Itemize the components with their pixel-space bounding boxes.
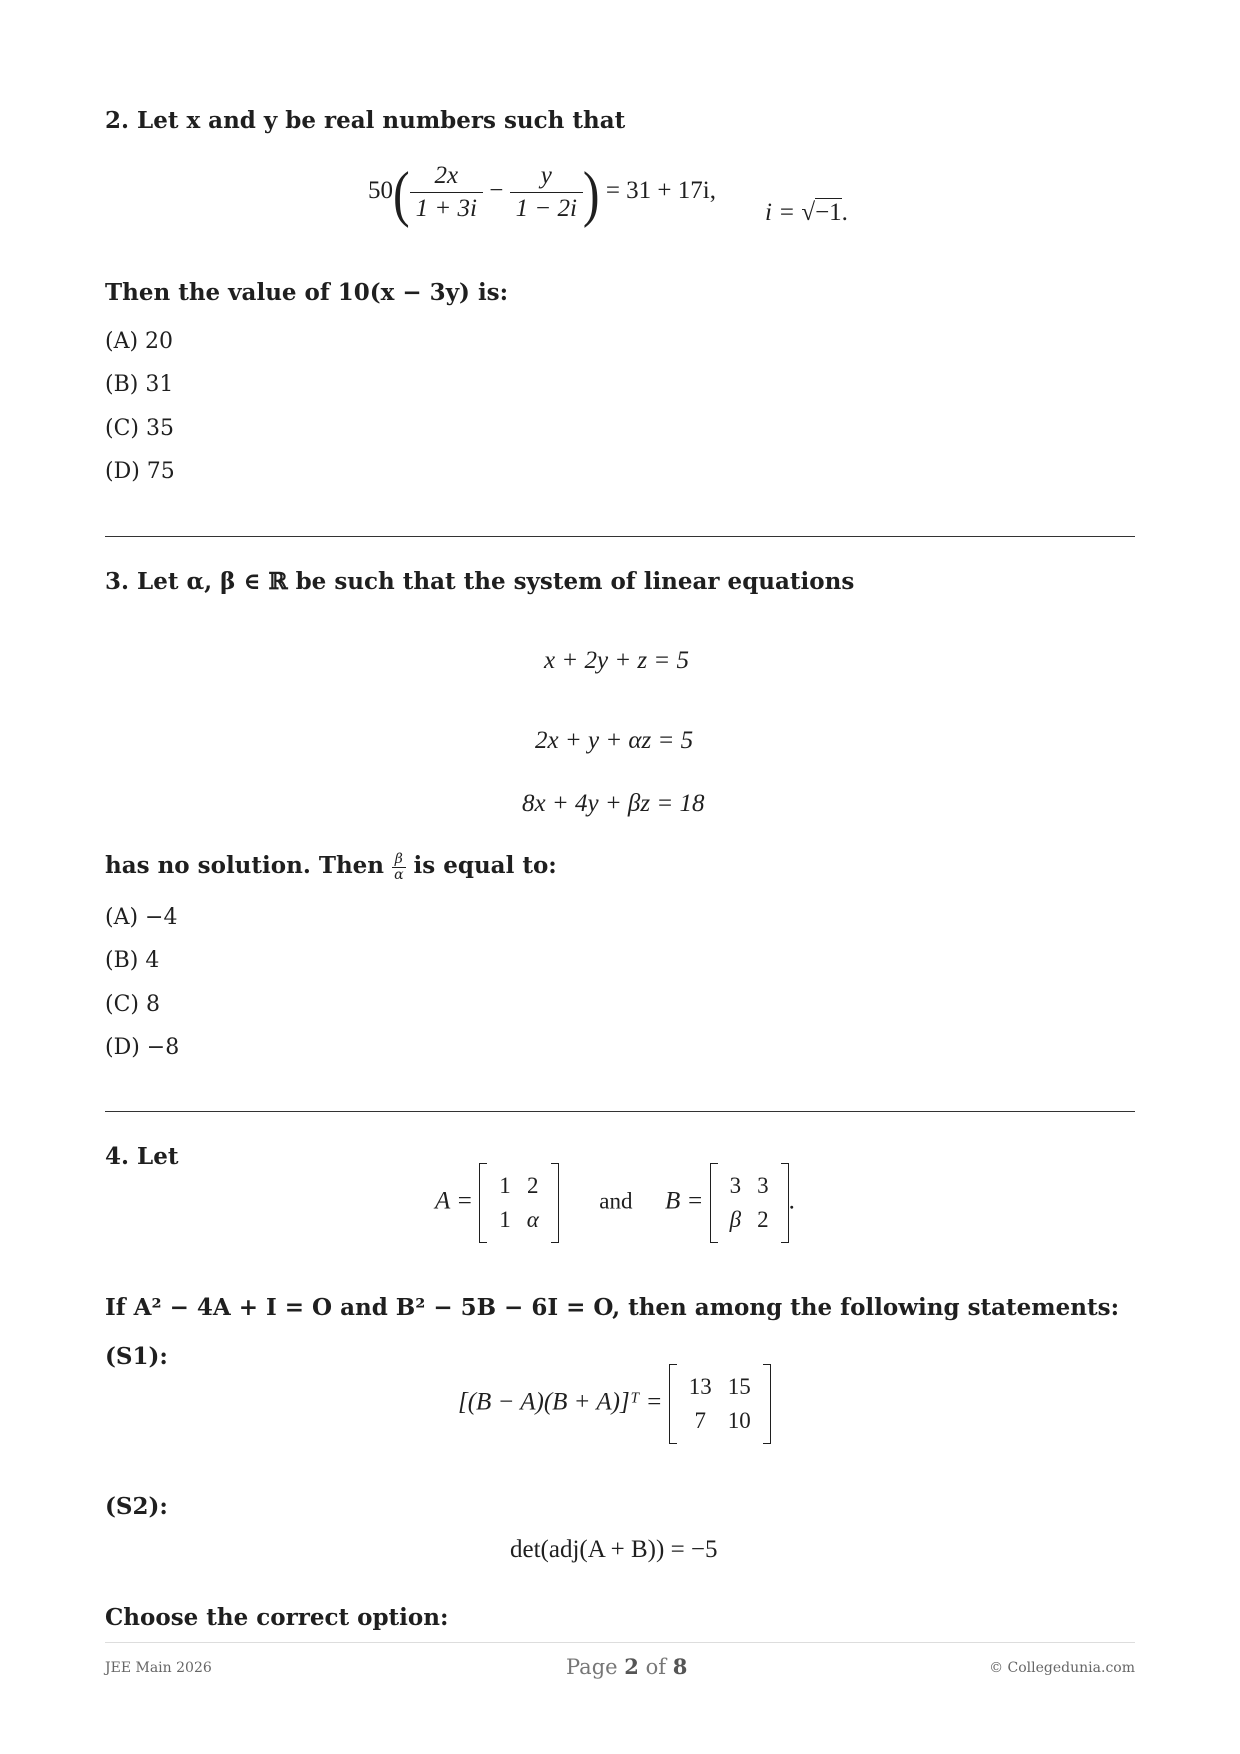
left-paren: ( — [393, 157, 410, 228]
matrix-s1-cell: 15 — [727, 1374, 751, 1399]
q4-matrices — [435, 1163, 795, 1243]
page-current: 2 — [624, 1654, 639, 1679]
sqrt-icon: √ — [801, 199, 816, 226]
q2-option-b[interactable]: (B) 31 — [105, 372, 174, 397]
q4-s1-equation — [458, 1364, 771, 1444]
matrix-s1 — [669, 1364, 771, 1444]
q4-choose: Choose the correct option: — [105, 1604, 449, 1631]
page-total: 8 — [672, 1654, 688, 1679]
matrix-a-cell: 2 — [526, 1173, 539, 1198]
matrix-a — [479, 1163, 559, 1243]
q3-prompt-pre: has no solution. Then — [105, 852, 385, 880]
q4-s1-label: (S1): — [105, 1343, 168, 1370]
q3-frac-den: α — [394, 866, 404, 883]
q4-and: and — [599, 1188, 633, 1214]
q3-option-c[interactable]: (C) 8 — [105, 992, 160, 1017]
q2-equation — [368, 157, 716, 228]
q2-frac1-num: 2x — [410, 162, 483, 193]
q2-title: 2. Let x and y be real numbers such that — [105, 107, 626, 134]
q2-coef: 50 — [368, 177, 393, 205]
matrix-a-cell: α — [526, 1207, 539, 1232]
q3-prompt-frac — [392, 852, 405, 882]
q3-equation-1: x + 2y + z = 5 — [544, 647, 690, 674]
matrix-a-cell: 1 — [499, 1173, 511, 1198]
matrix-s1-cell: 13 — [688, 1374, 712, 1399]
matrix-b — [710, 1163, 789, 1243]
q4-b-label: B = — [665, 1187, 704, 1215]
q4-b-end: . — [788, 1187, 795, 1215]
q4-title: 4. Let — [105, 1143, 179, 1170]
q3-option-a[interactable]: (A) −4 — [105, 905, 178, 930]
page-word: Page — [566, 1655, 618, 1679]
q2-frac2-den: 1 − 2i — [515, 195, 577, 222]
q4-s2-equation: det(adj(A + B)) = −5 — [510, 1536, 718, 1563]
matrix-b-cell: 2 — [757, 1207, 769, 1232]
q2-prompt: Then the value of 10(x − 3y) is: — [105, 279, 509, 306]
q2-option-c[interactable]: (C) 35 — [105, 416, 174, 441]
q4-s2-label: (S2): — [105, 1493, 168, 1520]
q2-imag-lhs: i = — [765, 199, 802, 226]
q4-a-label: A = — [435, 1187, 473, 1215]
q4-condition: If A² − 4A + I = O and B² − 5B − 6I = O, then among the following statements: — [105, 1294, 1120, 1321]
matrix-b-cell: 3 — [757, 1173, 769, 1198]
q2-option-a[interactable]: (A) 20 — [105, 329, 174, 354]
q2-rhs: = 31 + 17i, — [605, 177, 716, 205]
q2-imag-sqrt: −1 — [815, 199, 842, 226]
q2-imag-def — [765, 198, 848, 227]
footer-exam: JEE Main 2026 — [105, 1660, 212, 1676]
matrix-b-cell: β — [729, 1207, 742, 1232]
q3-prompt — [105, 852, 557, 882]
q3-prompt-post: is equal to: — [413, 852, 557, 880]
right-paren: ) — [582, 157, 600, 228]
q3-equation-3: 8x + 4y + βz = 18 — [522, 790, 705, 817]
q2-frac2-num: y — [510, 162, 583, 193]
matrix-s1-cell: 7 — [694, 1408, 706, 1433]
footer-divider — [105, 1642, 1135, 1643]
matrix-a-cell: 1 — [499, 1207, 511, 1232]
q3-title: 3. Let α, β ∈ ℝ be such that the system of linear equations — [105, 568, 855, 595]
matrix-s1-cell: 10 — [727, 1408, 751, 1433]
page-of: of — [645, 1655, 666, 1679]
q3-option-d[interactable]: (D) −8 — [105, 1035, 180, 1060]
divider — [105, 536, 1135, 537]
q2-frac1-den: 1 + 3i — [415, 195, 477, 222]
q2-option-d[interactable]: (D) 75 — [105, 459, 175, 484]
q3-option-b[interactable]: (B) 4 — [105, 948, 160, 973]
divider — [105, 1111, 1135, 1112]
matrix-b-cell: 3 — [729, 1173, 742, 1198]
q2-imag-end: . — [841, 199, 848, 226]
footer-copyright: © Collegedunia.com — [989, 1660, 1135, 1676]
q3-equation-2: 2x + y + αz = 5 — [535, 727, 694, 754]
q2-frac2 — [510, 162, 583, 223]
q3-frac-num: β — [392, 852, 405, 868]
page-number — [566, 1654, 687, 1679]
q2-frac1 — [410, 162, 483, 223]
q2-minus: − — [489, 177, 504, 205]
q4-s1-lhs: [(B − A)(B + A)]ᵀ = — [458, 1388, 663, 1416]
